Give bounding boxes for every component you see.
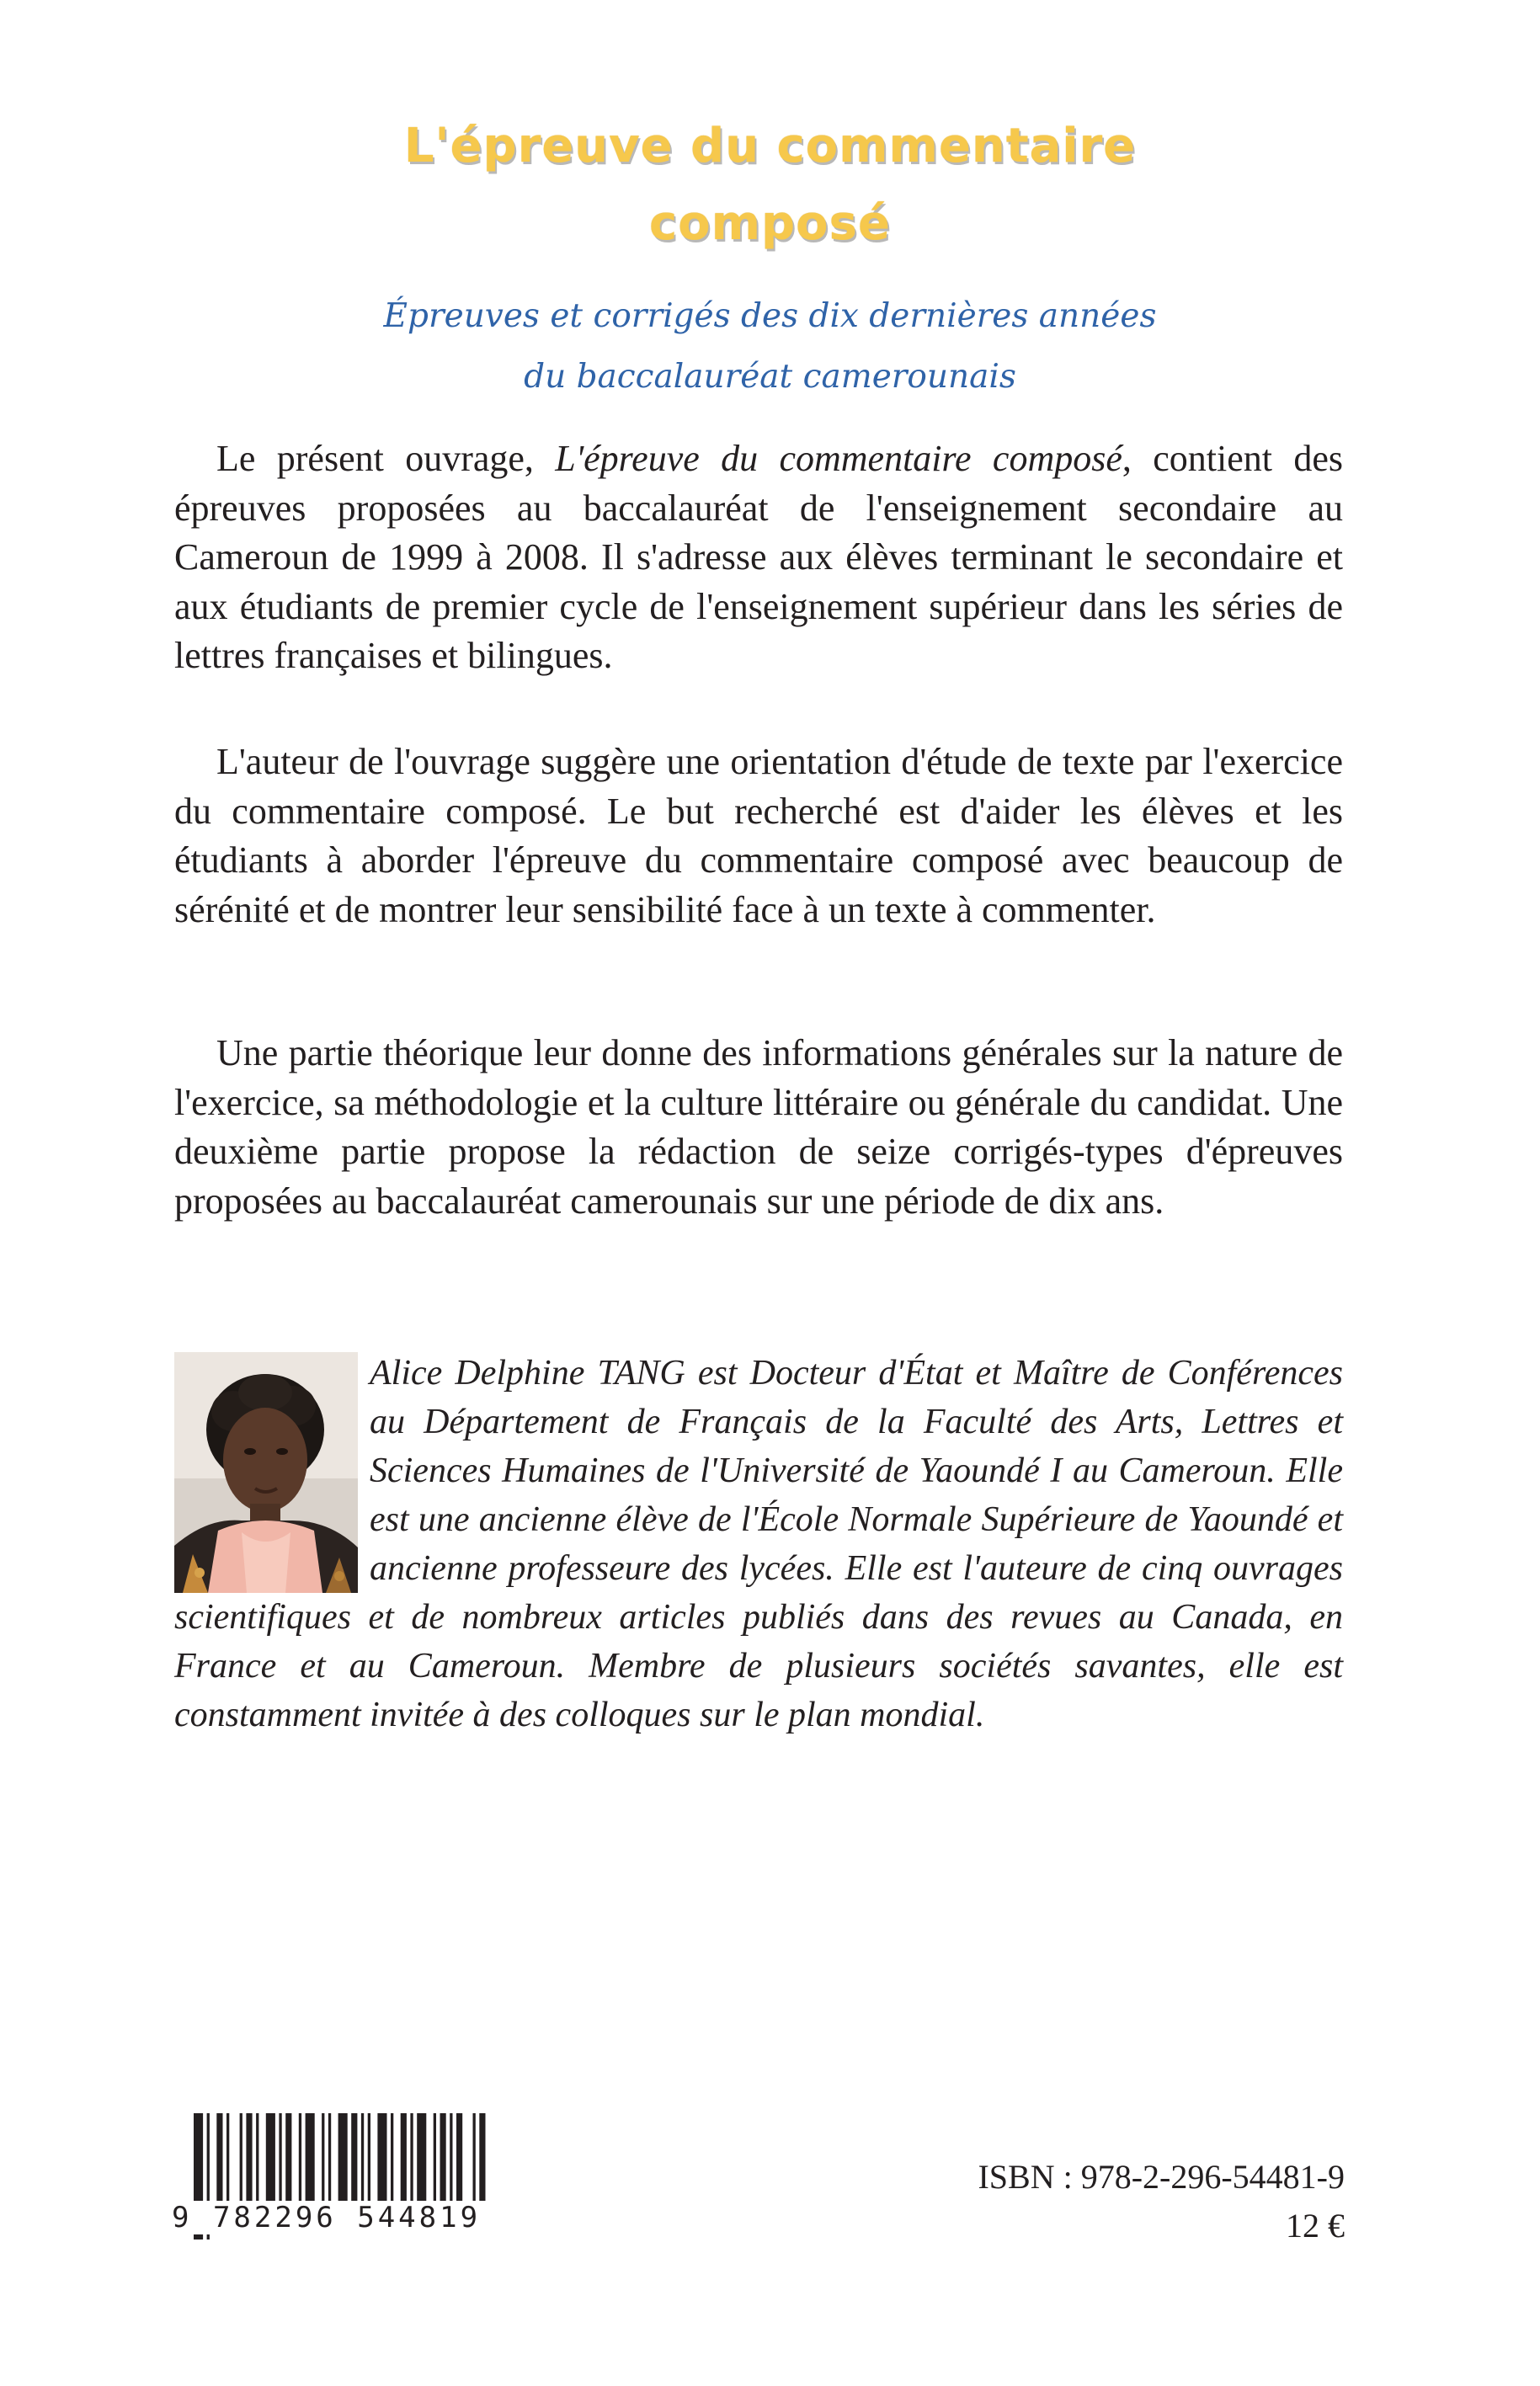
author-photo [174,1352,358,1593]
barcode-bar [266,2113,275,2201]
barcode-bar [473,2113,476,2201]
barcode-bar [226,2113,229,2201]
summary-paragraph-2: L'auteur de l'ouvrage suggère une orientation d'étude de texte par l'exercice du commentaire composé. Le but recherché est d'aider les élèves et les étudiants à aborder l'épreuve du commentaire composé avec beaucoup de sérénité et de montrer leur sensibilité face à un texte à commenter. [174,741,1343,930]
barcode-bar [256,2113,258,2201]
price: 12 € [1286,2207,1345,2245]
summary-paragraph-1-rest: , contient des épreuves proposées au baccalauréat de l'enseignement secondaire au Cameroun de 1999 à 2008. Il s'adresse aux élèves terminant le secondaire et aux étudiants de premier cycle de l'enseignement supérieur dans les séries de lettres françaises et bilingues. [174,438,1343,676]
barcode-bar [401,2113,407,2201]
author-bio-block [174,1349,1343,1739]
barcode-bar [322,2113,324,2201]
barcode-bar [368,2113,370,2201]
barcode-bar [328,2113,331,2201]
book-subtitle-line-2: du baccalauréat camerounais [524,358,1016,396]
barcode-bar [306,2113,315,2201]
author-bio-text: Alice Delphine TANG est Docteur d'État et Maître de Conférences au Département de Français de la Faculté des Arts, Lettres et Sciences Humaines de l'Université de Yaoundé I au Cameroun. Elle est une ancienne élève de l'École Normale Supérieure de Yaoundé et ancienne professeure des lycées. Elle est l'auteure de cinq ouvrages scientifiques et de nombreux articles publiés dans des revues au Canada, en France et au Cameroun. Membre de plusieurs sociétés savantes, elle est constamment invitée à des colloques sur le plan mondial. [174,1354,1343,1734]
barcode-bar [361,2113,364,2201]
book-subtitle [0,286,1540,407]
barcode-bar [240,2113,242,2201]
barcode-bar [216,2113,222,2201]
summary-paragraph-1-start: Le présent ouvrage, [216,438,556,479]
barcode-digits: 9 782296 544819 [172,2201,502,2234]
barcode-bar [285,2113,291,2201]
barcode-bar [434,2113,436,2201]
book-subtitle-line-1: Épreuves et corrigés des dix dernières années [383,297,1157,335]
barcode-bar [299,2113,301,2201]
barcode-bar [391,2113,393,2201]
barcode-bar [351,2113,357,2201]
book-title-line-1: L'épreuve du commentaire [403,119,1137,173]
book-title [0,108,1540,263]
barcode-bar [450,2113,452,2201]
summary-paragraph-3: Une partie théorique leur donne des informations générales sur la nature de l'exercice, sa méthodologie et la culture littéraire ou générale du candidat. Une deuxième partie propose la rédaction de seize corrigés-types d'épreuves proposées au baccalauréat camerounais sur une période de dix ans. [174,1032,1343,1222]
barcode-bar [456,2113,462,2201]
barcode-bar [417,2113,426,2201]
barcode-bar [440,2113,446,2201]
barcode-bar [479,2113,485,2201]
isbn-number: ISBN : 978-2-296-54481-9 [978,2158,1345,2196]
barcode-bar [246,2113,252,2201]
barcode-bar [279,2113,281,2201]
barcode-bar [377,2113,386,2201]
barcode-bar [338,2113,348,2201]
barcode-bar [410,2113,413,2201]
book-title-line-2: composé [649,196,891,251]
summary-paragraph-1 [174,434,1343,681]
summary-paragraph-1-title: L'épreuve du commentaire composé [555,438,1122,479]
